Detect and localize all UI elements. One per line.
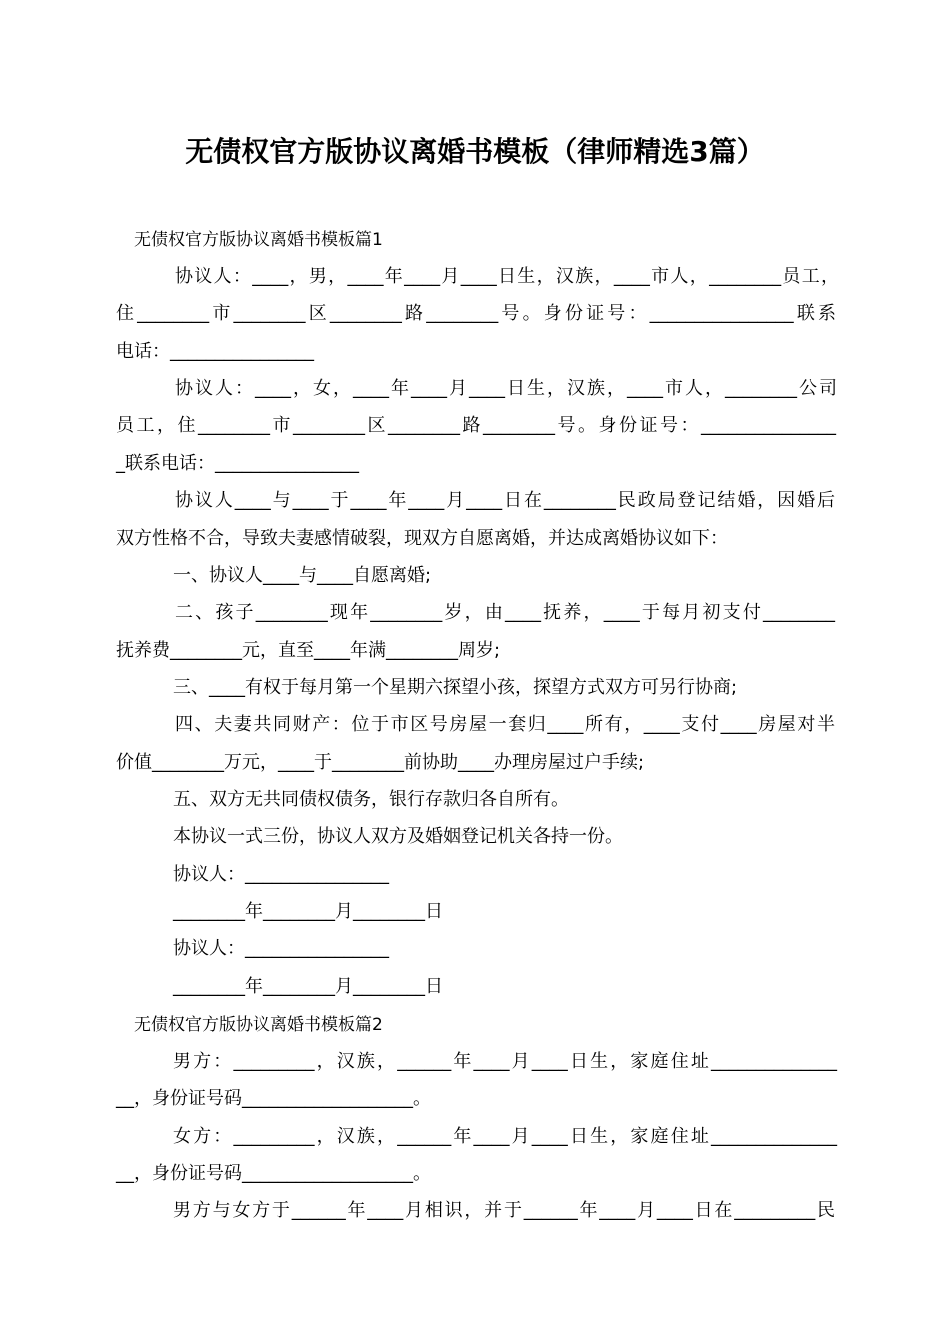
text-line: 电话：________________ (116, 341, 314, 362)
document-title: 无债权官方版协议离婚书模板（律师精选3篇） (185, 135, 765, 168)
text-line: __，身份证号码___________________。 (116, 1163, 431, 1184)
date-line: ________年________月________日 (173, 901, 443, 922)
text-line: 员工，住________市________区________路________号。身份证号：_______________ (116, 415, 836, 436)
text-line: 男方：_________，汉族，______年____月____日生，家庭住址______________ (173, 1051, 837, 1072)
text-line: 协议人：____，女，____年____月____日生，汉族，____市人，________公司 (175, 378, 837, 399)
text-line: __，身份证号码___________________。 (116, 1088, 431, 1109)
section-heading-2: 无债权官方版协议离婚书模板篇2 (134, 1015, 383, 1035)
text-line: 协议人：____，男，____年____月____日生，汉族，____市人，________员工， (175, 266, 839, 287)
section-heading-1: 无债权官方版协议离婚书模板篇1 (134, 230, 383, 250)
text-line: 男方与女方于______年____月相识，并于______年____月____日在_________民 (173, 1200, 835, 1221)
text-line: _联系电话：________________ (116, 453, 359, 474)
text-line: 住________市________区________路________号。身份证号：________________联系 (116, 303, 836, 324)
text-line: 本协议一式三份，协议人双方及婚姻登记机关各持一份。 (173, 826, 623, 847)
text-line: 女方：_________，汉族，______年____月____日生，家庭住址______________ (173, 1126, 837, 1147)
text-line: 双方性格不合，导致夫妻感情破裂，现双方自愿离婚，并达成离婚协议如下： (116, 528, 728, 549)
text-line: 抚养费________元，直至____年满________周岁; (116, 640, 501, 661)
text-line: 协议人____与____于____年____月____日在________民政局登记结婚，因婚后 (175, 490, 835, 511)
clause-line: 一、协议人____与____自愿离婚; (173, 565, 432, 586)
date-line: ________年________月________日 (173, 976, 443, 997)
clause-line: 二、孩子________现年________岁，由____抚养，____于每月初支付________ (175, 602, 835, 623)
text-line: 价值________万元，____于________前协助____办理房屋过户手续; (116, 752, 645, 773)
signature-line: 协议人：________________ (173, 864, 389, 885)
clause-line: 五、双方无共同债权债务，银行存款归各自所有。 (173, 789, 569, 810)
signature-line: 协议人：________________ (173, 938, 389, 959)
clause-line: 四、夫妻共同财产：位于市区号房屋一套归____所有，____支付____房屋对半 (175, 714, 835, 735)
clause-line: 三、____有权于每月第一个星期六探望小孩，探望方式双方可另行协商; (173, 677, 738, 698)
